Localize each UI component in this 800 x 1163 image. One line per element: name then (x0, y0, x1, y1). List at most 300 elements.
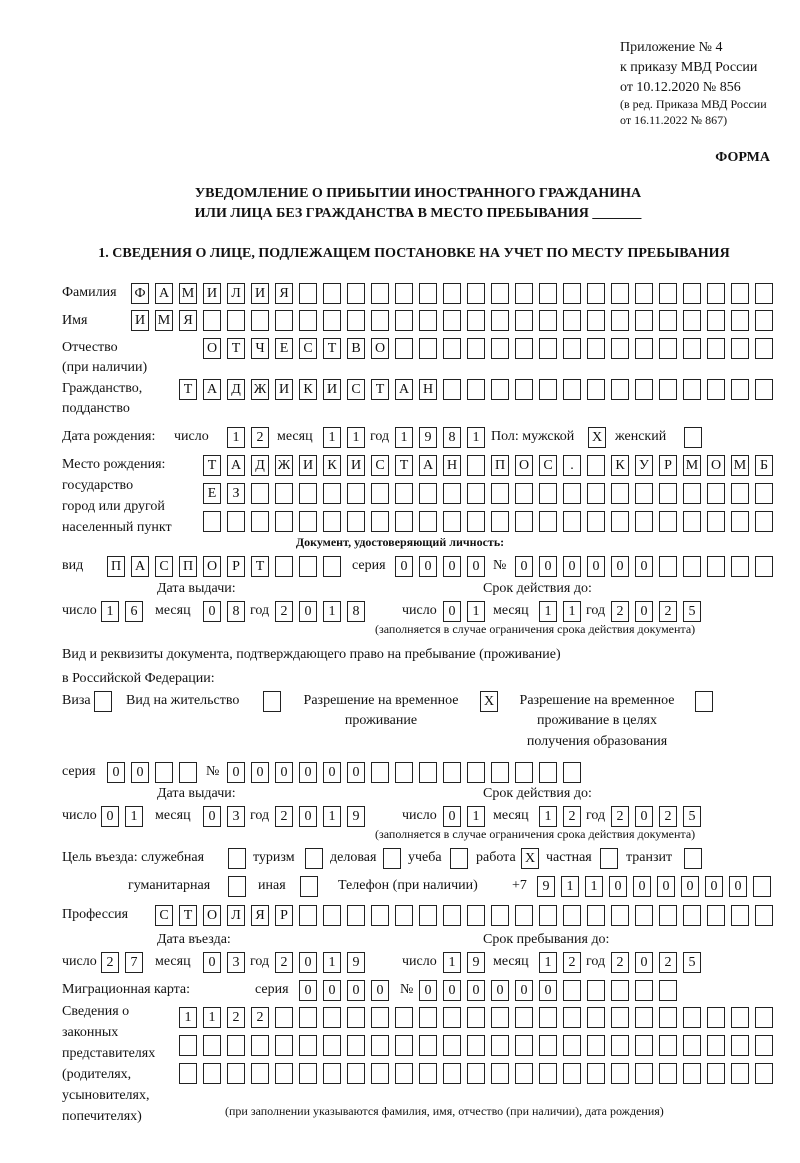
profession-cell[interactable]: Л (227, 905, 245, 926)
profession-cell[interactable] (323, 905, 341, 926)
profession-cell[interactable] (587, 905, 605, 926)
id-number-cell[interactable]: 0 (563, 556, 581, 577)
representatives-cell[interactable] (635, 1007, 653, 1028)
representatives-cell[interactable] (419, 1007, 437, 1028)
representatives-cell[interactable] (443, 1063, 461, 1084)
profession-cell[interactable] (419, 905, 437, 926)
representatives-cell[interactable] (563, 1035, 581, 1056)
representatives-cell[interactable] (419, 1035, 437, 1056)
surname-cell[interactable] (443, 283, 461, 304)
representatives-cell[interactable] (587, 1007, 605, 1028)
birthplace-cell[interactable] (275, 483, 293, 504)
year-cell[interactable]: 2 (659, 806, 677, 827)
id-kind-cell[interactable]: А (131, 556, 149, 577)
patronymic-cell[interactable] (659, 338, 677, 359)
birthplace-cell[interactable]: Т (203, 455, 221, 476)
birthplace-cell[interactable] (467, 455, 485, 476)
name-cell[interactable] (491, 310, 509, 331)
representatives-cell[interactable] (635, 1035, 653, 1056)
purpose-business-checkbox[interactable] (383, 848, 401, 869)
phone-cell[interactable]: 0 (657, 876, 675, 897)
citizenship-cell[interactable] (443, 379, 461, 400)
birthplace-cell[interactable] (539, 483, 557, 504)
name-cell[interactable] (731, 310, 749, 331)
year-cell[interactable]: 0 (635, 806, 653, 827)
year-cell[interactable]: 0 (299, 806, 317, 827)
surname-cell[interactable] (659, 283, 677, 304)
id-kind-cell[interactable]: С (155, 556, 173, 577)
birthplace-cell[interactable] (227, 511, 245, 532)
birth-month-cell[interactable]: 1 (323, 427, 341, 448)
birthplace-cell[interactable]: А (227, 455, 245, 476)
representatives-cell[interactable] (371, 1063, 389, 1084)
phone-cell[interactable]: 0 (705, 876, 723, 897)
patronymic-cell[interactable] (395, 338, 413, 359)
surname-cell[interactable] (563, 283, 581, 304)
representatives-cell[interactable] (203, 1035, 221, 1056)
year-cell[interactable]: 9 (347, 952, 365, 973)
representatives-cell[interactable] (539, 1007, 557, 1028)
birth-month-cell[interactable]: 1 (347, 427, 365, 448)
patronymic-cell[interactable]: О (371, 338, 389, 359)
representatives-cell[interactable] (659, 1007, 677, 1028)
mc-number-cell[interactable]: 0 (419, 980, 437, 1001)
id-number-cell[interactable] (755, 556, 773, 577)
representatives-cell[interactable] (323, 1035, 341, 1056)
doc-series-cell[interactable]: 0 (107, 762, 125, 783)
representatives-cell[interactable] (395, 1007, 413, 1028)
id-kind-cell[interactable] (299, 556, 317, 577)
citizenship-cell[interactable]: А (395, 379, 413, 400)
birthplace-cell[interactable]: С (539, 455, 557, 476)
representatives-cell[interactable] (683, 1063, 701, 1084)
profession-cell[interactable]: О (203, 905, 221, 926)
birthplace-cell[interactable] (491, 483, 509, 504)
citizenship-cell[interactable] (539, 379, 557, 400)
year-cell[interactable]: 1 (323, 952, 341, 973)
birthplace-cell[interactable] (203, 511, 221, 532)
citizenship-cell[interactable]: И (275, 379, 293, 400)
name-cell[interactable] (515, 310, 533, 331)
citizenship-cell[interactable] (563, 379, 581, 400)
id-series-cell[interactable]: 0 (443, 556, 461, 577)
name-cell[interactable] (611, 310, 629, 331)
birthplace-cell[interactable] (395, 483, 413, 504)
birthplace-cell[interactable] (563, 511, 581, 532)
name-cell[interactable] (275, 310, 293, 331)
id-kind-cell[interactable]: П (107, 556, 125, 577)
profession-cell[interactable] (539, 905, 557, 926)
representatives-cell[interactable] (731, 1063, 749, 1084)
surname-cell[interactable] (395, 283, 413, 304)
birthplace-cell[interactable] (371, 483, 389, 504)
year-cell[interactable]: 2 (611, 952, 629, 973)
birthplace-cell[interactable]: А (419, 455, 437, 476)
name-cell[interactable] (323, 310, 341, 331)
birthplace-cell[interactable] (467, 511, 485, 532)
mc-number-cell[interactable] (563, 980, 581, 1001)
year-cell[interactable]: 8 (347, 601, 365, 622)
doc-number-cell[interactable] (515, 762, 533, 783)
doc-number-cell[interactable]: 0 (299, 762, 317, 783)
surname-cell[interactable] (371, 283, 389, 304)
day-cell[interactable]: 1 (101, 601, 119, 622)
phone-cell[interactable]: 0 (633, 876, 651, 897)
citizenship-cell[interactable] (635, 379, 653, 400)
representatives-cell[interactable] (515, 1063, 533, 1084)
name-cell[interactable] (419, 310, 437, 331)
representatives-cell[interactable]: 2 (251, 1007, 269, 1028)
representatives-cell[interactable] (683, 1007, 701, 1028)
representatives-cell[interactable] (275, 1007, 293, 1028)
name-cell[interactable] (395, 310, 413, 331)
name-cell[interactable] (299, 310, 317, 331)
citizenship-cell[interactable] (659, 379, 677, 400)
birthplace-cell[interactable] (323, 511, 341, 532)
name-cell[interactable] (251, 310, 269, 331)
surname-cell[interactable] (515, 283, 533, 304)
birthplace-cell[interactable]: П (491, 455, 509, 476)
birthplace-cell[interactable] (395, 511, 413, 532)
surname-cell[interactable] (755, 283, 773, 304)
birthplace-cell[interactable] (515, 483, 533, 504)
year-cell[interactable]: 2 (611, 806, 629, 827)
day-cell[interactable]: 0 (443, 601, 461, 622)
phone-cell[interactable]: 0 (729, 876, 747, 897)
representatives-cell[interactable] (347, 1007, 365, 1028)
birthplace-cell[interactable]: Н (443, 455, 461, 476)
name-cell[interactable] (203, 310, 221, 331)
representatives-cell[interactable] (419, 1063, 437, 1084)
birthplace-cell[interactable] (611, 483, 629, 504)
representatives-cell[interactable] (611, 1007, 629, 1028)
year-cell[interactable]: 5 (683, 952, 701, 973)
representatives-cell[interactable] (563, 1063, 581, 1084)
patronymic-cell[interactable]: О (203, 338, 221, 359)
id-kind-cell[interactable]: Т (251, 556, 269, 577)
purpose-official-checkbox[interactable] (228, 848, 246, 869)
name-cell[interactable] (683, 310, 701, 331)
mc-number-cell[interactable]: 0 (467, 980, 485, 1001)
birthplace-cell[interactable] (635, 483, 653, 504)
birthplace-cell[interactable] (635, 511, 653, 532)
doc-number-cell[interactable]: 0 (323, 762, 341, 783)
mc-number-cell[interactable]: 0 (539, 980, 557, 1001)
doc-number-cell[interactable] (467, 762, 485, 783)
profession-cell[interactable]: Т (179, 905, 197, 926)
patronymic-cell[interactable] (731, 338, 749, 359)
year-cell[interactable]: 1 (323, 601, 341, 622)
name-cell[interactable] (347, 310, 365, 331)
birthplace-cell[interactable]: У (635, 455, 653, 476)
doc-number-cell[interactable]: 0 (227, 762, 245, 783)
representatives-cell[interactable] (299, 1035, 317, 1056)
phone-cell[interactable]: 1 (561, 876, 579, 897)
patronymic-cell[interactable] (635, 338, 653, 359)
birthplace-cell[interactable] (683, 511, 701, 532)
year-cell[interactable]: 2 (275, 952, 293, 973)
representatives-cell[interactable] (611, 1063, 629, 1084)
name-cell[interactable] (539, 310, 557, 331)
month-cell[interactable]: 0 (203, 952, 221, 973)
patronymic-cell[interactable]: С (299, 338, 317, 359)
birthplace-cell[interactable] (251, 511, 269, 532)
year-cell[interactable]: 2 (659, 952, 677, 973)
representatives-cell[interactable] (491, 1063, 509, 1084)
mc-number-cell[interactable] (659, 980, 677, 1001)
birthplace-cell[interactable] (443, 483, 461, 504)
visa-checkbox[interactable] (94, 691, 112, 712)
patronymic-cell[interactable] (491, 338, 509, 359)
surname-cell[interactable] (635, 283, 653, 304)
name-cell[interactable] (755, 310, 773, 331)
profession-cell[interactable] (467, 905, 485, 926)
citizenship-cell[interactable]: Т (179, 379, 197, 400)
citizenship-cell[interactable]: Н (419, 379, 437, 400)
birthplace-cell[interactable]: З (227, 483, 245, 504)
birth-year-cell[interactable]: 8 (443, 427, 461, 448)
doc-number-cell[interactable] (371, 762, 389, 783)
mc-number-cell[interactable]: 0 (515, 980, 533, 1001)
birth-year-cell[interactable]: 9 (419, 427, 437, 448)
representatives-cell[interactable] (467, 1007, 485, 1028)
doc-number-cell[interactable]: 0 (251, 762, 269, 783)
patronymic-cell[interactable] (443, 338, 461, 359)
id-number-cell[interactable]: 0 (635, 556, 653, 577)
representatives-cell[interactable] (203, 1063, 221, 1084)
doc-series-cell[interactable]: 0 (131, 762, 149, 783)
surname-cell[interactable] (299, 283, 317, 304)
month-cell[interactable]: 2 (563, 952, 581, 973)
representatives-cell[interactable]: 1 (203, 1007, 221, 1028)
patronymic-cell[interactable] (563, 338, 581, 359)
surname-cell[interactable]: И (251, 283, 269, 304)
birthplace-cell[interactable] (371, 511, 389, 532)
representatives-cell[interactable] (275, 1063, 293, 1084)
doc-number-cell[interactable] (563, 762, 581, 783)
id-number-cell[interactable]: 0 (611, 556, 629, 577)
name-cell[interactable] (659, 310, 677, 331)
representatives-cell[interactable] (251, 1063, 269, 1084)
birthplace-cell[interactable] (659, 483, 677, 504)
name-cell[interactable] (467, 310, 485, 331)
surname-cell[interactable]: Л (227, 283, 245, 304)
patronymic-cell[interactable] (467, 338, 485, 359)
citizenship-cell[interactable]: Д (227, 379, 245, 400)
birthplace-cell[interactable] (275, 511, 293, 532)
birthplace-cell[interactable] (515, 511, 533, 532)
profession-cell[interactable] (635, 905, 653, 926)
mc-series-cell[interactable]: 0 (347, 980, 365, 1001)
birthplace-cell[interactable] (347, 483, 365, 504)
birthplace-cell[interactable]: С (371, 455, 389, 476)
doc-number-cell[interactable] (491, 762, 509, 783)
birth-year-cell[interactable]: 1 (467, 427, 485, 448)
year-cell[interactable]: 0 (635, 601, 653, 622)
representatives-cell[interactable] (467, 1035, 485, 1056)
profession-cell[interactable] (347, 905, 365, 926)
birthplace-cell[interactable] (323, 483, 341, 504)
birthplace-cell[interactable] (587, 483, 605, 504)
id-number-cell[interactable]: 0 (539, 556, 557, 577)
purpose-study-checkbox[interactable] (450, 848, 468, 869)
representatives-cell[interactable] (731, 1035, 749, 1056)
birthplace-cell[interactable]: Т (395, 455, 413, 476)
surname-cell[interactable] (707, 283, 725, 304)
mc-number-cell[interactable] (611, 980, 629, 1001)
surname-cell[interactable]: Я (275, 283, 293, 304)
profession-cell[interactable] (299, 905, 317, 926)
birthplace-cell[interactable] (563, 483, 581, 504)
citizenship-cell[interactable]: А (203, 379, 221, 400)
representatives-cell[interactable] (611, 1035, 629, 1056)
id-number-cell[interactable] (659, 556, 677, 577)
representatives-cell[interactable] (179, 1035, 197, 1056)
patronymic-cell[interactable] (515, 338, 533, 359)
doc-number-cell[interactable]: 0 (347, 762, 365, 783)
birthplace-cell[interactable]: И (299, 455, 317, 476)
surname-cell[interactable]: А (155, 283, 173, 304)
phone-cell[interactable]: 0 (681, 876, 699, 897)
day-cell[interactable]: 6 (125, 601, 143, 622)
patronymic-cell[interactable] (683, 338, 701, 359)
representatives-cell[interactable] (659, 1035, 677, 1056)
citizenship-cell[interactable] (683, 379, 701, 400)
year-cell[interactable]: 1 (323, 806, 341, 827)
birthplace-cell[interactable] (587, 455, 605, 476)
month-cell[interactable]: 1 (539, 806, 557, 827)
birthplace-cell[interactable] (299, 511, 317, 532)
day-cell[interactable]: 2 (101, 952, 119, 973)
purpose-transit-checkbox[interactable] (684, 848, 702, 869)
id-series-cell[interactable]: 0 (419, 556, 437, 577)
surname-cell[interactable]: И (203, 283, 221, 304)
representatives-cell[interactable] (467, 1063, 485, 1084)
representatives-cell[interactable] (371, 1007, 389, 1028)
birthplace-cell[interactable] (419, 511, 437, 532)
year-cell[interactable]: 5 (683, 806, 701, 827)
name-cell[interactable]: М (155, 310, 173, 331)
profession-cell[interactable] (491, 905, 509, 926)
representatives-cell[interactable] (491, 1035, 509, 1056)
sex-male-checkbox[interactable]: X (588, 427, 606, 448)
birthplace-cell[interactable]: . (563, 455, 581, 476)
patronymic-cell[interactable] (587, 338, 605, 359)
year-cell[interactable]: 2 (275, 806, 293, 827)
month-cell[interactable]: 1 (563, 601, 581, 622)
representatives-cell[interactable] (707, 1035, 725, 1056)
day-cell[interactable]: 1 (125, 806, 143, 827)
id-number-cell[interactable] (707, 556, 725, 577)
profession-cell[interactable] (755, 905, 773, 926)
doc-number-cell[interactable] (539, 762, 557, 783)
representatives-cell[interactable] (227, 1035, 245, 1056)
month-cell[interactable]: 2 (563, 806, 581, 827)
citizenship-cell[interactable]: К (299, 379, 317, 400)
birthplace-cell[interactable] (707, 511, 725, 532)
name-cell[interactable] (371, 310, 389, 331)
representatives-cell[interactable] (755, 1063, 773, 1084)
mc-number-cell[interactable] (635, 980, 653, 1001)
citizenship-cell[interactable] (755, 379, 773, 400)
birthplace-cell[interactable] (659, 511, 677, 532)
doc-number-cell[interactable] (443, 762, 461, 783)
birth-year-cell[interactable]: 1 (395, 427, 413, 448)
day-cell[interactable]: 7 (125, 952, 143, 973)
phone-cell[interactable] (753, 876, 771, 897)
name-cell[interactable] (227, 310, 245, 331)
citizenship-cell[interactable] (491, 379, 509, 400)
day-cell[interactable]: 9 (467, 952, 485, 973)
profession-cell[interactable]: Р (275, 905, 293, 926)
surname-cell[interactable] (323, 283, 341, 304)
representatives-cell[interactable] (515, 1035, 533, 1056)
representatives-cell[interactable] (395, 1035, 413, 1056)
citizenship-cell[interactable] (515, 379, 533, 400)
surname-cell[interactable] (419, 283, 437, 304)
patronymic-cell[interactable] (707, 338, 725, 359)
birthplace-cell[interactable]: М (683, 455, 701, 476)
citizenship-cell[interactable] (611, 379, 629, 400)
representatives-cell[interactable] (587, 1063, 605, 1084)
representatives-cell[interactable] (683, 1035, 701, 1056)
birthplace-cell[interactable] (347, 511, 365, 532)
day-cell[interactable]: 1 (467, 806, 485, 827)
year-cell[interactable]: 0 (635, 952, 653, 973)
doc-number-cell[interactable] (419, 762, 437, 783)
representatives-cell[interactable] (395, 1063, 413, 1084)
representatives-cell[interactable] (227, 1063, 245, 1084)
surname-cell[interactable] (491, 283, 509, 304)
profession-cell[interactable]: С (155, 905, 173, 926)
representatives-cell[interactable] (443, 1007, 461, 1028)
phone-cell[interactable]: 0 (609, 876, 627, 897)
surname-cell[interactable] (611, 283, 629, 304)
citizenship-cell[interactable] (731, 379, 749, 400)
birthplace-cell[interactable] (755, 511, 773, 532)
citizenship-cell[interactable]: С (347, 379, 365, 400)
purpose-other-checkbox[interactable] (300, 876, 318, 897)
id-number-cell[interactable] (683, 556, 701, 577)
year-cell[interactable]: 9 (347, 806, 365, 827)
day-cell[interactable]: 0 (443, 806, 461, 827)
representatives-cell[interactable] (731, 1007, 749, 1028)
patronymic-cell[interactable]: Т (323, 338, 341, 359)
mc-series-cell[interactable]: 0 (323, 980, 341, 1001)
patronymic-cell[interactable]: Т (227, 338, 245, 359)
representatives-cell[interactable] (323, 1007, 341, 1028)
phone-cell[interactable]: 1 (585, 876, 603, 897)
purpose-humanitarian-checkbox[interactable] (228, 876, 246, 897)
representatives-cell[interactable] (539, 1035, 557, 1056)
profession-cell[interactable] (611, 905, 629, 926)
representatives-cell[interactable] (299, 1007, 317, 1028)
birthplace-cell[interactable]: О (707, 455, 725, 476)
patronymic-cell[interactable]: Е (275, 338, 293, 359)
id-number-cell[interactable] (731, 556, 749, 577)
mc-series-cell[interactable]: 0 (371, 980, 389, 1001)
surname-cell[interactable]: Ф (131, 283, 149, 304)
sex-female-checkbox[interactable] (684, 427, 702, 448)
representatives-cell[interactable] (635, 1063, 653, 1084)
day-cell[interactable]: 1 (467, 601, 485, 622)
profession-cell[interactable] (563, 905, 581, 926)
representatives-cell[interactable] (755, 1035, 773, 1056)
name-cell[interactable] (587, 310, 605, 331)
birth-day-cell[interactable]: 2 (251, 427, 269, 448)
birthplace-cell[interactable]: Б (755, 455, 773, 476)
id-kind-cell[interactable] (323, 556, 341, 577)
